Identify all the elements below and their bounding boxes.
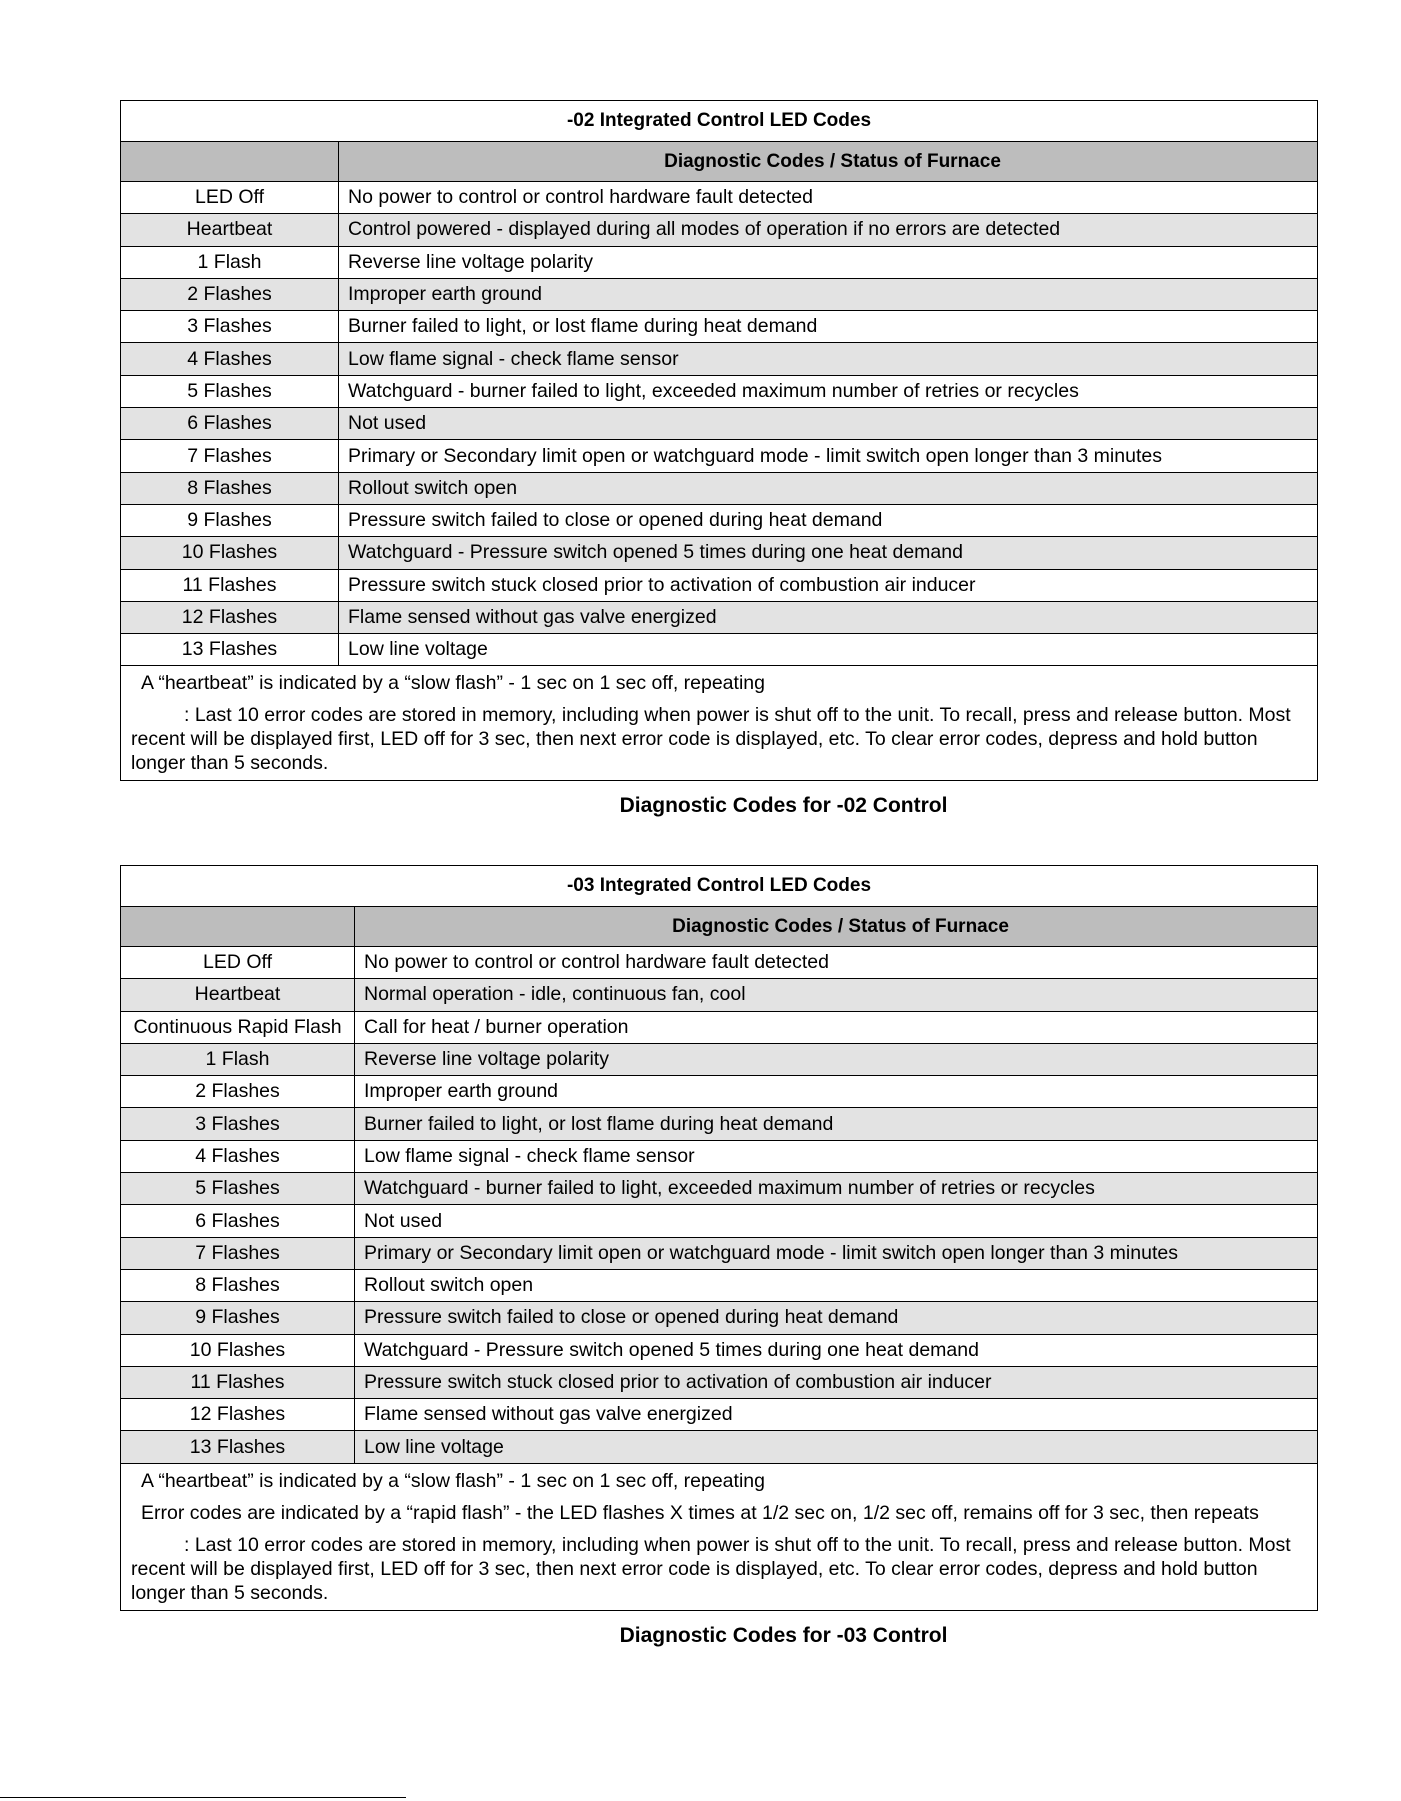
table-row [121, 1173, 1317, 1205]
status-description-cell: Not used [348, 412, 427, 435]
table-row [121, 247, 1317, 279]
table-header-row [121, 907, 1317, 947]
led-code-cell: 8 Flashes [121, 1270, 355, 1301]
status-description-cell: Burner failed to light, or lost flame during heat demand [364, 1112, 834, 1135]
led-code-cell: LED Off [121, 947, 355, 978]
table-notes [121, 666, 1317, 780]
led-code-cell: 7 Flashes [121, 440, 339, 471]
table-row [121, 473, 1317, 505]
table-row [121, 1044, 1317, 1076]
led-code-cell: 7 Flashes [121, 1238, 355, 1269]
status-description-cell: Rollout switch open [348, 476, 518, 499]
footer-rule [0, 1797, 406, 1798]
rapid-flash-note: Error codes are indicated by a “rapid flash” - the LED flashes X times at 1/2 sec on, 1/2 sec off, remains off for 3 sec, then repeats [141, 1501, 1259, 1524]
status-description-cell: Improper earth ground [348, 283, 543, 306]
status-description-cell: Call for heat / burner operation [364, 1015, 629, 1038]
table-row [121, 1431, 1317, 1463]
status-description-cell: Low flame signal - check flame sensor [364, 1144, 695, 1167]
table-row [121, 1141, 1317, 1173]
led-code-cell: 11 Flashes [121, 1367, 355, 1398]
table-row [121, 1302, 1317, 1334]
status-description-cell: Rollout switch open [364, 1274, 534, 1297]
header-code-cell [121, 907, 355, 946]
table-notes [121, 1464, 1317, 1610]
memory-note: : Last 10 error codes are stored in memory, including when power is shut off to the unit. To recall, press and release button. Most recent will be displayed first, LED off for 3 sec, then next error code is displayed, etc. To clear error codes, depress and hold button longer than 5 seconds. [131, 1533, 1291, 1604]
led-code-cell: 5 Flashes [121, 376, 339, 407]
table-caption: Diagnostic Codes for -02 Control [619, 794, 948, 817]
status-description-cell: Improper earth ground [364, 1080, 559, 1103]
table-row [121, 602, 1317, 634]
table-title: -02 Integrated Control LED Codes [121, 101, 1317, 142]
led-code-cell: 9 Flashes [121, 1302, 355, 1333]
led-code-cell: 13 Flashes [121, 634, 339, 665]
table-row [121, 440, 1317, 472]
table-row [121, 214, 1317, 246]
led-code-cell: 9 Flashes [121, 505, 339, 536]
led-codes-table-02 [120, 100, 1318, 781]
table-row [121, 376, 1317, 408]
table-row [121, 1335, 1317, 1367]
led-code-cell: Heartbeat [121, 214, 339, 245]
status-description-cell: No power to control or control hardware fault detected [348, 186, 814, 209]
led-code-cell: 11 Flashes [121, 570, 339, 601]
status-description-cell: Low flame signal - check flame sensor [348, 347, 679, 370]
table-row [121, 343, 1317, 375]
status-description-cell: Pressure switch stuck closed prior to activation of combustion air inducer [364, 1371, 992, 1393]
led-code-cell: 4 Flashes [121, 343, 339, 374]
table-row [121, 279, 1317, 311]
status-description-cell: Control powered - displayed during all modes of operation if no errors are detected [348, 218, 1061, 241]
heartbeat-note: A “heartbeat” is indicated by a “slow flash” - 1 sec on 1 sec off, repeating [141, 1469, 765, 1492]
table-row [121, 1399, 1317, 1431]
led-code-cell: 4 Flashes [121, 1141, 355, 1172]
table-row [121, 1108, 1317, 1140]
status-description-cell: Low line voltage [348, 638, 488, 661]
table-body [121, 947, 1317, 1464]
header-status-cell: Diagnostic Codes / Status of Furnace [672, 915, 1009, 937]
led-code-cell: 5 Flashes [121, 1173, 355, 1204]
led-code-cell: 12 Flashes [121, 602, 339, 633]
table-row [121, 570, 1317, 602]
memory-note: : Last 10 error codes are stored in memory, including when power is shut off to the unit. To recall, press and release button. Most recent will be displayed first, LED off for 3 sec, then next error code is displayed, etc. To clear error codes, depress and hold button longer than 5 seconds. [131, 704, 1291, 775]
led-code-cell: 2 Flashes [121, 279, 339, 310]
led-code-cell: LED Off [121, 182, 339, 213]
table-row [121, 1367, 1317, 1399]
table-row [121, 1270, 1317, 1302]
led-code-cell: 10 Flashes [121, 1335, 355, 1366]
table-row [121, 1012, 1317, 1044]
status-description-cell: Low line voltage [364, 1435, 504, 1458]
status-description-cell: Normal operation - idle, continuous fan, cool [364, 983, 746, 1006]
led-code-cell: 6 Flashes [121, 408, 339, 439]
table-row [121, 408, 1317, 440]
led-code-cell: 10 Flashes [121, 537, 339, 568]
led-code-cell: 3 Flashes [121, 311, 339, 342]
table-header-row [121, 142, 1317, 182]
status-description-cell: Primary or Secondary limit open or watchguard mode - limit switch open longer than 3 minutes [364, 1241, 1178, 1264]
led-code-cell: Continuous Rapid Flash [121, 1012, 355, 1043]
status-description-cell: Pressure switch failed to close or opened during heat demand [348, 509, 883, 532]
table-row [121, 634, 1317, 666]
led-code-cell: 12 Flashes [121, 1399, 355, 1430]
table-row [121, 947, 1317, 979]
status-description-cell: Reverse line voltage polarity [364, 1048, 609, 1071]
status-description-cell: Watchguard - Pressure switch opened 5 times during one heat demand [364, 1338, 979, 1361]
table-row [121, 182, 1317, 214]
table-row [121, 1076, 1317, 1108]
status-description-cell: Not used [364, 1209, 443, 1232]
table-row [121, 1205, 1317, 1237]
led-codes-table-03 [120, 865, 1318, 1611]
led-code-cell: 3 Flashes [121, 1108, 355, 1139]
status-description-cell: Pressure switch stuck closed prior to activation of combustion air inducer [348, 573, 976, 596]
status-description-cell: Reverse line voltage polarity [348, 250, 593, 273]
status-description-cell: Watchguard - burner failed to light, exceeded maximum number of retries or recycles [348, 379, 1079, 402]
table-row [121, 505, 1317, 537]
status-description-cell: Flame sensed without gas valve energized [348, 606, 717, 628]
led-code-cell: 1 Flash [121, 247, 339, 278]
table-row [121, 311, 1317, 343]
header-code-cell [121, 142, 339, 181]
status-description-cell: Burner failed to light, or lost flame during heat demand [348, 315, 818, 338]
status-description-cell: Primary or Secondary limit open or watchguard mode - limit switch open longer than 3 minutes [348, 444, 1162, 467]
heartbeat-note: A “heartbeat” is indicated by a “slow flash” - 1 sec on 1 sec off, repeating [141, 672, 765, 695]
status-description-cell: Watchguard - burner failed to light, exceeded maximum number of retries or recycles [364, 1177, 1095, 1200]
led-code-cell: Heartbeat [121, 979, 355, 1010]
status-description-cell: Watchguard - Pressure switch opened 5 times during one heat demand [348, 541, 963, 564]
table-body [121, 182, 1317, 666]
led-code-cell: 8 Flashes [121, 473, 339, 504]
table-row [121, 979, 1317, 1011]
table-title: -03 Integrated Control LED Codes [121, 866, 1317, 907]
led-code-cell: 2 Flashes [121, 1076, 355, 1107]
led-code-cell: 6 Flashes [121, 1205, 355, 1236]
led-code-cell: 1 Flash [121, 1044, 355, 1075]
led-code-cell: 13 Flashes [121, 1431, 355, 1462]
table-caption: Diagnostic Codes for -03 Control [619, 1624, 948, 1647]
status-description-cell: Pressure switch failed to close or opened during heat demand [364, 1306, 899, 1329]
header-status-cell: Diagnostic Codes / Status of Furnace [664, 150, 1001, 172]
table-row [121, 537, 1317, 569]
table-row [121, 1238, 1317, 1270]
status-description-cell: No power to control or control hardware fault detected [364, 951, 830, 974]
status-description-cell: Flame sensed without gas valve energized [364, 1403, 733, 1426]
